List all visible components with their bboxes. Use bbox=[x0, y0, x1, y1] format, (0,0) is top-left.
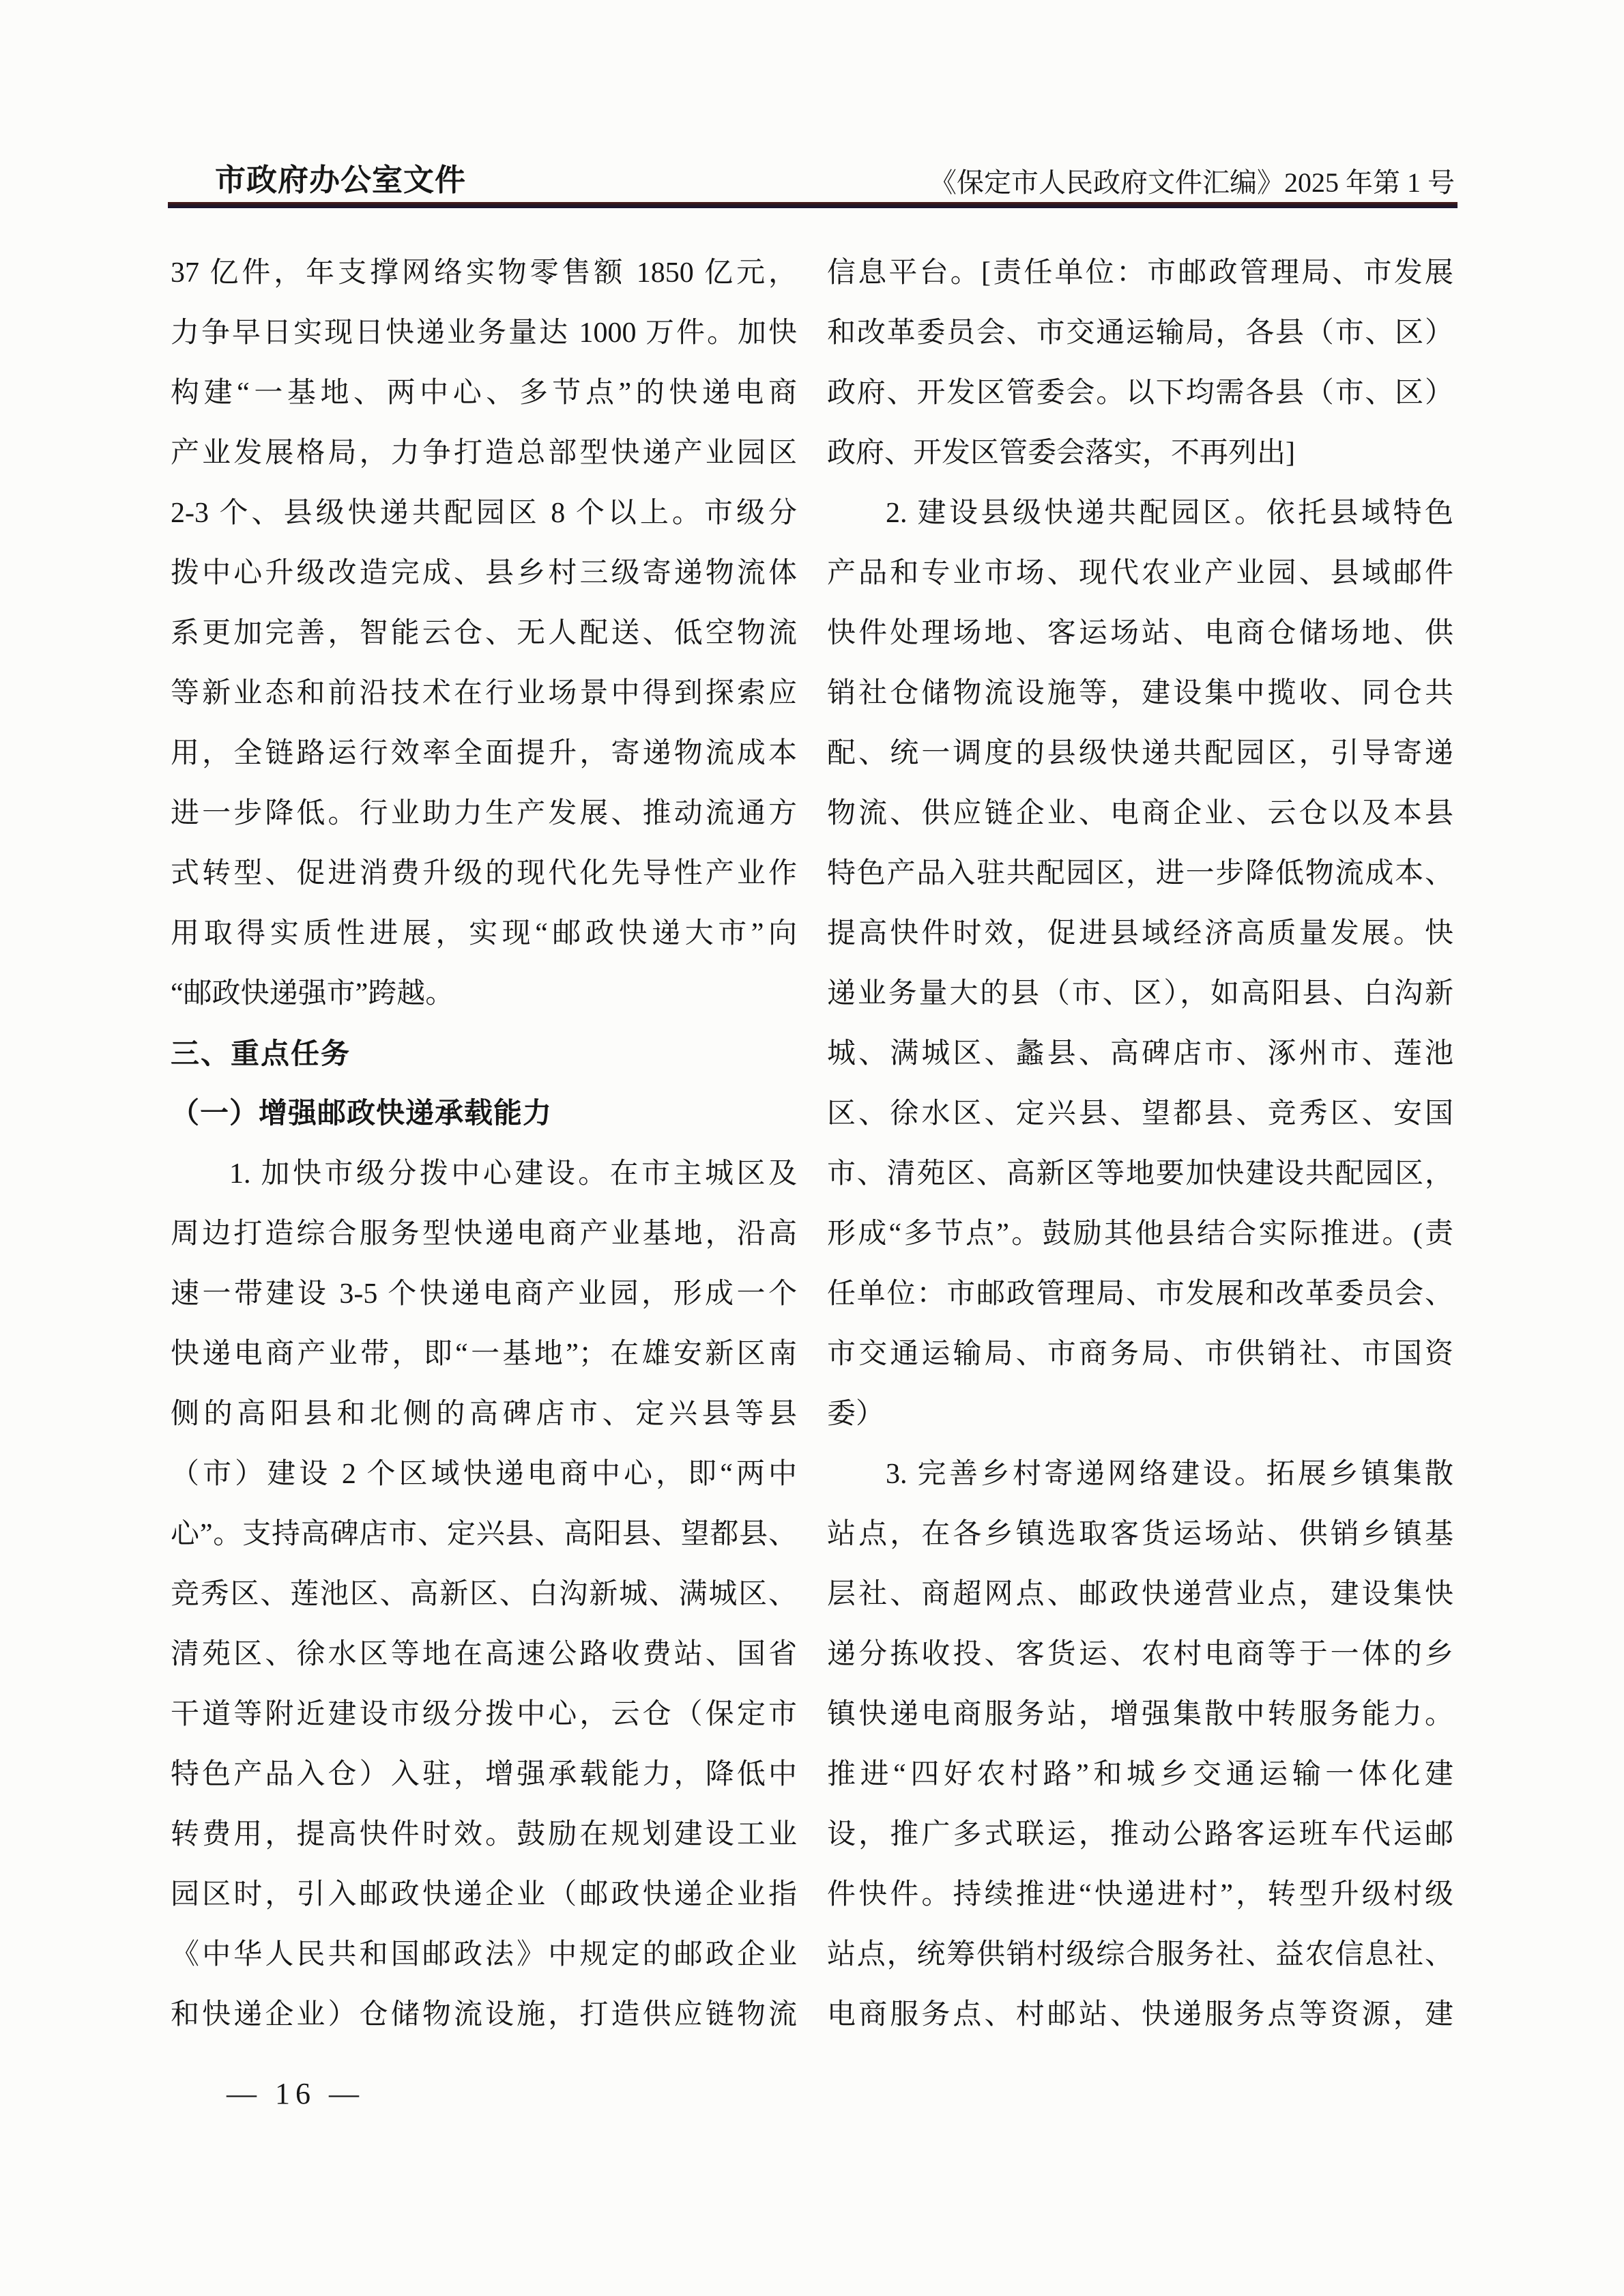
text-line: 信息平台。[责任单位：市邮政管理局、市发展 bbox=[827, 257, 1453, 289]
text-line: 委） bbox=[827, 1398, 885, 1430]
text-line: 1. 加快市级分拨中心建设。在市主城区及 bbox=[229, 1158, 797, 1190]
text-line: 进一步降低。行业助力生产发展、推动流通方 bbox=[171, 798, 797, 829]
text-column-left bbox=[171, 243, 797, 2045]
text-line: 37 亿件，年支撑网络实物零售额 1850 亿元， bbox=[171, 257, 797, 289]
text-line: 干道等附近建设市级分拨中心，云仓（保定市 bbox=[171, 1699, 797, 1730]
text-line: （一）增强邮政快递承载能力 bbox=[171, 1098, 553, 1130]
text-line: 递分拣收投、客货运、农村电商等于一体的乡 bbox=[827, 1639, 1453, 1670]
text-line: 等新业态和前沿技术在行业场景中得到探索应 bbox=[171, 678, 797, 709]
text-line: 市、清苑区、高新区等地要加快建设共配园区， bbox=[827, 1158, 1453, 1190]
text-line: 推进“四好农村路”和城乡交通运输一体化建 bbox=[827, 1759, 1453, 1790]
text-line: 递业务量大的县（市、区），如高阳县、白沟新 bbox=[827, 978, 1453, 1009]
page-number: — 16 — bbox=[227, 2077, 364, 2110]
text-line: 侧的高阳县和北侧的高碑店市、定兴县等县 bbox=[171, 1398, 797, 1430]
text-line: 转费用，提高快件时效。鼓励在规划建设工业 bbox=[171, 1819, 797, 1850]
text-line: 系更加完善，智能云仓、无人配送、低空物流 bbox=[171, 618, 797, 649]
text-line: 特色产品入驻共配园区，进一步降低物流成本、 bbox=[827, 858, 1453, 889]
text-line: 形成“多节点”。鼓励其他县结合实际推进。(责 bbox=[827, 1218, 1453, 1250]
text-column-right bbox=[827, 243, 1453, 2045]
text-line: 拨中心升级改造完成、县乡村三级寄递物流体 bbox=[171, 558, 797, 589]
text-line: 产业发展格局，力争打造总部型快递产业园区 bbox=[171, 437, 797, 469]
text-line: 三、重点任务 bbox=[171, 1037, 351, 1070]
text-line: （市）建设 2 个区域快递电商中心，即“两中 bbox=[171, 1459, 797, 1490]
text-line: 构建“一基地、两中心、多节点”的快递电商 bbox=[171, 377, 797, 409]
header-right-title: 《保定市人民政府文件汇编》2025 年第 1 号 bbox=[929, 167, 1455, 198]
text-line: 站点，在各乡镇选取客货运场站、供销乡镇基 bbox=[827, 1519, 1453, 1550]
text-line: 式转型、促进消费升级的现代化先导性产业作 bbox=[171, 858, 797, 889]
text-line: 用，全链路运行效率全面提升，寄递物流成本 bbox=[171, 738, 797, 769]
header-rule bbox=[168, 202, 1458, 208]
text-line: 任单位：市邮政管理局、市发展和改革委员会、 bbox=[827, 1278, 1453, 1310]
text-line: 园区时，引入邮政快递企业（邮政快递企业指 bbox=[171, 1879, 797, 1910]
header-left-title: 市政府办公室文件 bbox=[215, 162, 467, 197]
text-line: 速一带建设 3-5 个快递电商产业园，形成一个 bbox=[171, 1278, 797, 1310]
text-line: 清苑区、徐水区等地在高速公路收费站、国省 bbox=[171, 1639, 797, 1670]
text-line: 设，推广多式联运，推动公路客运班车代运邮 bbox=[827, 1819, 1453, 1850]
text-line: 周边打造综合服务型快递电商产业基地，沿高 bbox=[171, 1218, 797, 1250]
text-line: 件快件。持续推进“快递进村”，转型升级村级 bbox=[827, 1879, 1453, 1910]
text-line: 市交通运输局、市商务局、市供销社、市国资 bbox=[827, 1338, 1453, 1370]
text-line: 提高快件时效，促进县域经济高质量发展。快 bbox=[827, 918, 1453, 949]
text-line: 快件处理场地、客运场站、电商仓储场地、供 bbox=[827, 618, 1453, 649]
text-line: 心”。支持高碑店市、定兴县、高阳县、望都县、 bbox=[171, 1519, 797, 1550]
text-line: 配、统一调度的县级快递共配园区，引导寄递 bbox=[827, 738, 1453, 769]
text-line: 特色产品入仓）入驻，增强承载能力，降低中 bbox=[171, 1759, 797, 1790]
text-line: “邮政快递强市”跨越。 bbox=[171, 978, 454, 1009]
text-line: 镇快递电商服务站，增强集散中转服务能力。 bbox=[827, 1699, 1453, 1730]
text-line: 2. 建设县级快递共配园区。依托县域特色 bbox=[886, 498, 1453, 529]
text-line: 区、徐水区、定兴县、望都县、竞秀区、安国 bbox=[827, 1098, 1453, 1130]
document-body bbox=[171, 243, 1453, 2045]
text-line: 用取得实质性进展，实现“邮政快递大市”向 bbox=[171, 918, 797, 949]
text-line: 产品和专业市场、现代农业产业园、县域邮件 bbox=[827, 558, 1453, 589]
text-line: 政府、开发区管委会落实，不再列出] bbox=[827, 437, 1295, 469]
text-line: 站点，统筹供销村级综合服务社、益农信息社、 bbox=[827, 1939, 1453, 1970]
text-line: 竞秀区、莲池区、高新区、白沟新城、满城区、 bbox=[171, 1579, 797, 1610]
text-line: 层社、商超网点、邮政快递营业点，建设集快 bbox=[827, 1579, 1453, 1610]
text-line: 3. 完善乡村寄递网络建设。拓展乡镇集散 bbox=[886, 1459, 1453, 1490]
text-line: 和快递企业）仓储物流设施，打造供应链物流 bbox=[171, 1999, 797, 2030]
text-line: 快递电商产业带，即“一基地”；在雄安新区南 bbox=[171, 1338, 797, 1370]
text-line: 力争早日实现日快递业务量达 1000 万件。加快 bbox=[171, 317, 797, 349]
text-line: 和改革委员会、市交通运输局，各县（市、区） bbox=[827, 317, 1453, 349]
text-line: 城、满城区、蠡县、高碑店市、涿州市、莲池 bbox=[827, 1038, 1453, 1070]
text-line: 《中华人民共和国邮政法》中规定的邮政企业 bbox=[171, 1939, 797, 1970]
text-line: 2-3 个、县级快递共配园区 8 个以上。市级分 bbox=[171, 498, 797, 529]
text-line: 物流、供应链企业、电商企业、云仓以及本县 bbox=[827, 798, 1453, 829]
text-line: 电商服务点、村邮站、快递服务点等资源，建 bbox=[827, 1999, 1453, 2030]
text-line: 销社仓储物流设施等，建设集中揽收、同仓共 bbox=[827, 678, 1453, 709]
text-line: 政府、开发区管委会。以下均需各县（市、区） bbox=[827, 377, 1453, 409]
